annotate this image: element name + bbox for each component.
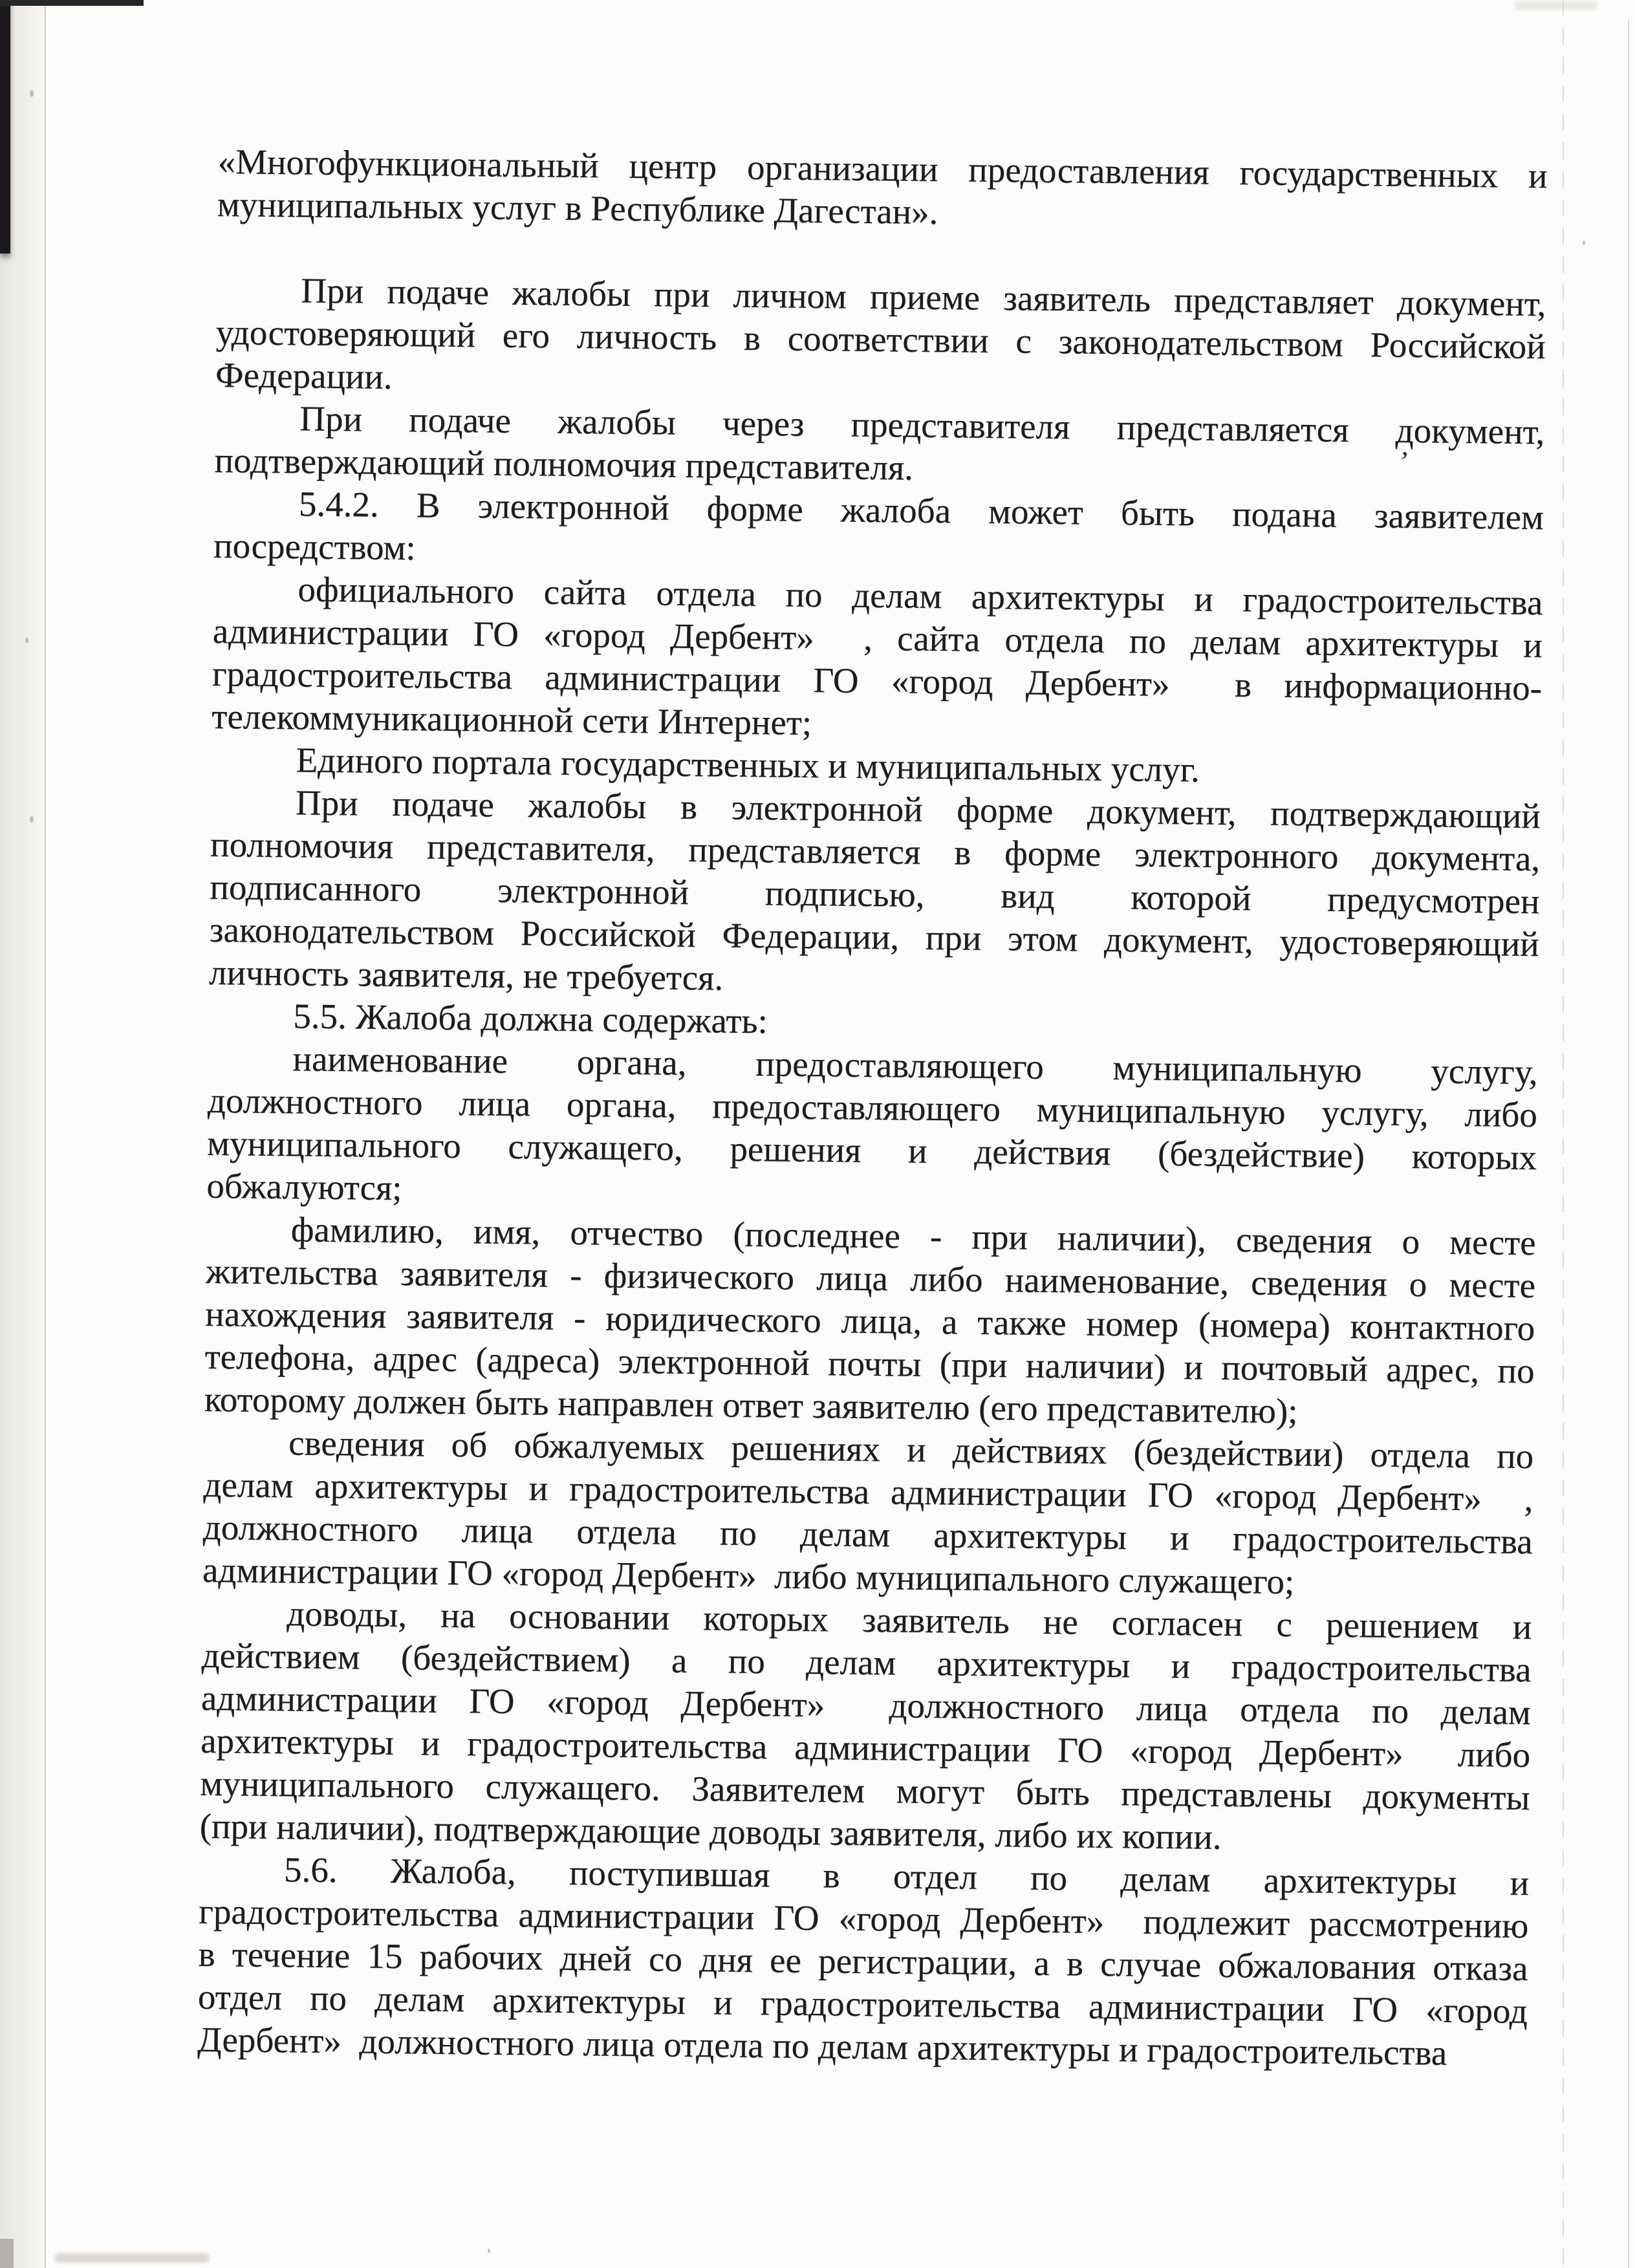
text-line: подтверждающий полномочия представителя. [214, 440, 914, 488]
text-line: нахождения заявителя - юридического лица, а также номер (номера) контактного [205, 1293, 1535, 1348]
text-line: телекоммуникационной сети Интернет; [211, 696, 812, 742]
text-line: посредством: [213, 525, 417, 568]
paragraph [213, 482, 1544, 581]
text-line: удостоверяющий его личность в соответствии с законодательством Российской [215, 312, 1546, 367]
text-line: муниципальных услуг в Республике Дагестан». [217, 184, 938, 232]
text-line: законодательством Российской Федерации, при этом документ, удостоверяющий [209, 909, 1540, 964]
paragraph [217, 140, 1548, 240]
stray-ink-mark: ’ [1396, 445, 1411, 478]
text-line: официального сайта отдела по делам архитектуры и градостроительства [298, 569, 1543, 623]
text-line: архитектуры и градостроительства администрации ГО «город Дербент» либо [200, 1720, 1531, 1775]
text-line: Дербент» должностного лица отдела по делам архитектуры и градостроительства [197, 2019, 1447, 2073]
text-line: действием (бездействием) а по делам архитектуры и градостроительства [201, 1635, 1532, 1690]
text-line: муниципального служащего, решения и действия (бездействие) которых [206, 1123, 1537, 1178]
text-block [197, 140, 1548, 2075]
text-line: администрации ГО «город Дербент» , сайта отдела по делам архитектуры и [212, 610, 1543, 665]
paper-left-edge-line [45, 0, 46, 2268]
text-line: администрации ГО «город Дербент» должностного лица отдела по делам [200, 1678, 1532, 1733]
paragraph [197, 1848, 1529, 2075]
scan-speck [30, 816, 34, 823]
text-line: При подаче жалобы при личном приеме заявитель представляет документ, [301, 270, 1546, 324]
paper-right-edge-line [1628, 19, 1629, 2268]
paragraph [211, 567, 1543, 752]
paragraph [209, 781, 1541, 1008]
scan-left-black-bar [0, 0, 10, 254]
text-line: 5.6. Жалоба, поступившая в отдел по делам архитектуры и [283, 1850, 1530, 1903]
text-line: При подаче жалобы в электронной форме документ, подтверждающий [295, 783, 1541, 836]
text-line: которому должен быть направлен ответ заявителю (его представителю); [204, 1379, 1298, 1431]
text-line: (при наличии), подтверждающие доводы заявителя, либо их копии. [199, 1806, 1222, 1857]
text-line: обжалуются; [206, 1165, 402, 1208]
text-line: жительства заявителя - физического лица либо наименование, сведения о месте [205, 1251, 1536, 1306]
text-line: администрации ГО «город Дербент» либо муниципального служащего; [202, 1550, 1295, 1602]
text-line: градостроительства администрации ГО «город Дербент» подлежит рассмотрению [199, 1891, 1529, 1946]
text-line: наименование органа, предоставляющего муниципальную услугу, [292, 1039, 1538, 1092]
paragraph [204, 1207, 1536, 1435]
scan-speck [25, 638, 28, 643]
scan-left-edge-band [0, 0, 45, 2268]
text-line: телефона, адрес (адреса) электронной почты (при наличии) и почтовый адрес, по [204, 1336, 1535, 1391]
scan-top-edge-line [0, 0, 144, 6]
paragraph [214, 396, 1544, 496]
paragraph [199, 1592, 1532, 1862]
scan-speck [30, 90, 34, 97]
text-line: При подаче жалобы через представителя представляется документ, [299, 398, 1545, 452]
text-line: в течение 15 рабочих дней со дня ее регистрации, а в случае обжалования отказа [198, 1934, 1528, 1989]
paper-fold-line [1563, 0, 1564, 2268]
paragraph [215, 268, 1546, 411]
text-line: фамилию, имя, отчество (последнее - при наличии), сведения о месте [290, 1209, 1537, 1263]
text-line: полномочия представителя, представляется в форме электронного документа, [210, 824, 1541, 879]
text-line: делам архитектуры и градостроительства администрации ГО «город Дербент» , [203, 1464, 1533, 1519]
text-line: «Многофункциональный центр организации предоставления государственных и [217, 141, 1548, 196]
scan-smudge-bottom [54, 2253, 210, 2263]
text-line: Федерации. [215, 354, 393, 396]
text-line: 5.4.2. В электронной форме жалоба может быть подана заявителем [298, 484, 1544, 537]
text-line: муниципального служащего. Заявителем могут быть представлены документы [200, 1763, 1530, 1818]
text-line: 5.5. Жалоба должна содержать: [293, 996, 768, 1041]
text-line: должностного лица отдела по делам архитектуры и градостроительства [202, 1507, 1533, 1562]
paragraph [202, 1421, 1534, 1606]
text-line: отдел по делам архитектуры и градостроительства администрации ГО «город [197, 1976, 1528, 2031]
scan-smudge-top-right [1515, 1, 1597, 10]
scan-speck [1583, 241, 1585, 245]
text-line: доводы, на основании которых заявитель не согласен с решением и [287, 1593, 1532, 1647]
text-line: Единого портала государственных и муниципальных услуг. [296, 740, 1200, 790]
text-line: подписанного электронной подписью, вид которой предусмотрен [210, 867, 1540, 922]
text-line: личность заявителя, не требуется. [208, 952, 724, 998]
paragraph [206, 1037, 1538, 1222]
scan-speck [488, 2249, 490, 2253]
scan-bottom-left-mark [0, 2239, 14, 2268]
text-line: должностного лица органа, предоставляющего муниципальную услугу, либо [207, 1080, 1538, 1135]
text-line: градостроительства администрации ГО «город Дербент» в информационно- [211, 653, 1543, 708]
text-line: сведения об обжалуемых решениях и действиях (бездействии) отдела по [288, 1423, 1534, 1476]
